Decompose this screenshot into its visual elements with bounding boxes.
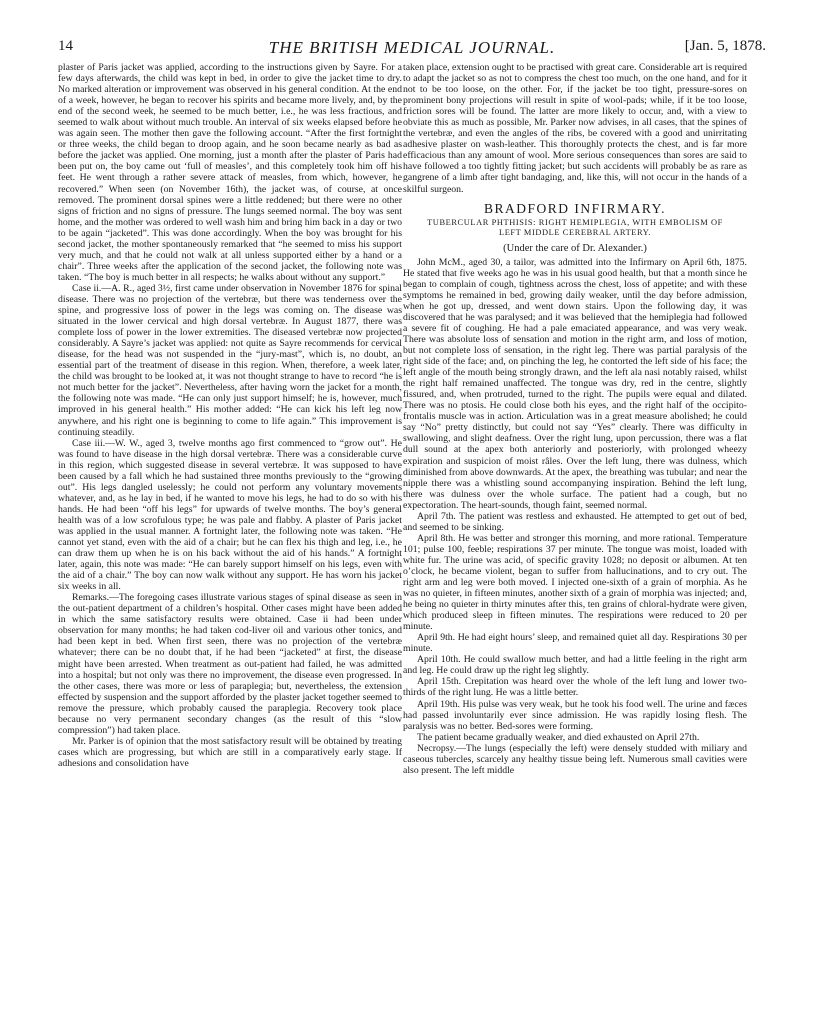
paragraph-jacket-care: taken place, extension ought to be practised with great care. Considerable art is required to adapt the jacket so as not to compress the chest too much, on the one hand, and for it not to be too loose, on the other. For, if the jacket be too tight, pressure-sores on prominent bony projections will result in spite of wool-pads; while, if it be too loose, friction sores will be found. The latter are more likely to occur, and, with a view to obviate this as much as possible, Mr. Parker now advises, in all cases, that the spines of the vertebræ, and even the angles of the ribs, be covered with a good and unirritating adhesive plaster on wash-leather. This thoroughly protects the chest, and is far more efficacious than any amount of wool. More serious consequences than sores are said to have followed a too tightly fitting jacket; but such accidents will probably be as rare as gangrene of a limb after tight bandaging, and, like this, will not occur in the hands of a skilful surgeon.	[403, 62, 747, 195]
issue-date: [Jan. 5, 1878.	[684, 38, 766, 54]
left-column	[58, 62, 402, 769]
paragraph-april-19: April 19th. His pulse was very weak, but he took his food well. The urine and fæces had passed involuntarily ever since admission. He was rapidly losing flesh. The paralysis was no better. Bed-sores were forming.	[403, 698, 747, 732]
section-title: BRADFORD INFIRMARY.	[483, 200, 667, 216]
paragraph-death: The patient became gradually weaker, and died exhausted on April 27th.	[417, 731, 700, 743]
paragraph-case-i-continued: plaster of Paris jacket was applied, according to the instructions given by Sayre. For a few days afterwards, the child was kept in bed, in order to give the jacket time to dry. No marked alteration or improvement was observed in his general condition. At the end of a week, however, he began to recover his spirits and became more lively, and, by the end of the second week, he seemed to be much better, i.e., he was less fractious, and seemed to walk about without much trouble. An interval of six weeks elapsed before he was again seen. The mother then gave the following account. “After the first fortnight or three weeks, the child began to droop again, and he soon became nearly as bad as before the jacket was applied. One morning, just a month after the plaster of Paris had been put on, the boy came out ‘full of measles’, and this completely took him off his feet. He went through a rather severe attack of measles, from which, however, he recovered.” When seen (on November 16th), the jacket was, of course, at once removed. The prominent dorsal spines were a little reddened; but there were no other signs of friction and no signs of pressure. The lungs seemed normal. The boy was sent home, and the mother was ordered to well wash him and bring him back in a day or two to be again “jacketed”. This was done accordingly. When the boy was brought for his second jacket, the mother spontaneously remarked that “he seemed to miss his support very much, and that he could not walk at all unless supported either by a hand or a chair”. Three weeks after the application of the second jacket, the following note was taken. “The boy is much better in all respects; he walks about without any support.”	[58, 62, 402, 283]
paragraph-remarks: Remarks.—The foregoing cases illustrate various stages of spinal disease as seen in the out-patient department of a children’s hospital. Other cases might have been added in which the same satisfactory results were obtained. Case ii had been under observation for many months; he had taken cod-liver oil and various other tonics, and had been kept in bed. When first seen, there was no projection of the vertebræ whatever; there can be no doubt that, if he had been “jacketed” at first, the disease might have been arrested. When treatment as out-patient had failed, he was admitted into a hospital; but not only was there no improvement, the disease even progressed. In the other cases, there was more or less of paraplegia; but, nevertheless, the extension effected by suspension and the support afforded by the plaster jacket together seemed to remove the pressure, which probably caused the paraplegia. Recovery took place because no very permanent secondary changes (as the result of this “slow compression”) had taken place.	[58, 592, 402, 736]
right-column	[403, 62, 747, 776]
paragraph-april-10: April 10th. He could swallow much better, and had a little feeling in the right arm and leg. He could draw up the right leg slightly.	[403, 654, 747, 677]
paragraph-parker-opinion: Mr. Parker is of opinion that the most satisfactory result will be obtained by treating cases which are progressing, but which are still in a comparatively early stage. If adhesions and consolidation have	[58, 735, 402, 769]
section-attribution: (Under the care of Dr. Alexander.)	[503, 242, 647, 254]
page-number: 14	[58, 38, 73, 54]
paragraph-necropsy: Necropsy.—The lungs (especially the left) were densely studded with miliary and caseous tubercles, scarcely any healthy tissue being left. Numerous small cavities were also present. The left middle	[403, 742, 747, 776]
paragraph-april-15: April 15th. Crepitation was heard over the whole of the left lung and lower two-thirds of the right lung. He was a little better.	[403, 676, 747, 699]
section-subtitle: TUBERCULAR PHTHISIS: RIGHT HEMIPLEGIA, WITH EMBOLISM OF LEFT MIDDLE CEREBRAL ARTERY.	[427, 217, 723, 238]
paragraph-case-ii: Case ii.—A. R., aged 3½, first came under observation in November 1876 for spinal disease. There was no projection of the vertebræ, but there was tenderness over the spine, and progressive loss of power in the legs was coming on. The disease was situated in the lower cervical and high dorsal vertebræ. In August 1877, there was complete loss of power in the lower extremities. The diseased vertebræ now projected considerably. A Sayre’s jacket was applied: not quite as Sayre recommends for cervical disease, for the head was not suspended in the “jury-mast”, which is, no doubt, an essential part of the treatment of disease in this region. When, therefore, a week later, the child was brought to be looked at, it was not thought strange to have to record “he is not much better for the jacket”. Nevertheless, after having worn the jacket for a month, the following note was made. “He can only just support himself; he is, however, much improved in his general health.” His mother added: “He can kick his left leg now anywhere, and his right one is beginning to come to life again.” This improvement is continuing steadily.	[58, 282, 402, 438]
paragraph-april-9: April 9th. He had eight hours’ sleep, and remained quiet all day. Respirations 30 per minute.	[403, 632, 747, 655]
journal-title: THE BRITISH MEDICAL JOURNAL.	[268, 38, 556, 57]
paragraph-april-8: April 8th. He was better and stronger this morning, and more rational. Temperature 101; pulse 100, feeble; respirations 37 per minute. The tongue was moist, loaded with white fur. The urine was acid, of specific gravity 1028; no deposit or albumen. At ten o’clock, he became violent, began to suffer from hallucinations, and to cry out. The right arm and leg were both moved. I injected one-sixth of a grain of morphia. As he was no quieter, in fifteen minutes, another sixth of a grain of morphia was injected; and, he being no quieter in thirty minutes after this, ten grains of chloral-hydrate were given, which produced sleep in fifteen minutes. The respirations were reduced to 20 per minute.	[403, 532, 747, 633]
paragraph-case-history: John McM., aged 30, a tailor, was admitted into the Infirmary on April 6th, 1875. He stated that five weeks ago he was in his usual good health, but that a month since he began to complain of cough, tightness across the chest, loss of appetite; and with these symptoms he remained in bed, growing daily weaker, until the day before admission, when he got up, dressed, and went down stairs. Upon the following day, it was discovered that he was paralysed; and it was believed that the hemiplegia had followed a severe fit of coughing. He had a pale emaciated appearance, and was very weak. There was absolute loss of sensation and motion in the right arm, and loss of motion, but not complete loss of sensation, in the right leg. There was partial paralysis of the right side of the face; and, on pinching the leg, he contorted the left side of his face; the left angle of the mouth being strongly drawn, and the left ala nasi notably raised, whilst the right half remained unaffected. The tongue was dry, red in the centre, slightly fissured, and, when protruded, turned to the right. The pupils were equal and dilated. There was no ptosis. He could close both his eyes, and the right half of the occipito-frontalis muscle was in action. Articulation was in a great measure abolished; he could say “No” pretty distinctly, but could not say “Yes” clearly. There was difficulty in swallowing, and slight deafness. Over the right lung, upon percussion, there was a flat dull sound at the apex both anteriorly and posteriorly, with prolonged wheezy expiration and suspicion of moist râles. Over the left lung, there was dulness, which diminished from above downwards. At the apex, the breathing was tubular; and near the nipple there was a whistling sound accompanying inspiration. Behind the left lung, there was dulness over the whole surface. The patient had a cough, but no expectoration. The heart-sounds, though faint, seemed normal.	[403, 256, 747, 511]
page-header	[58, 38, 766, 62]
paragraph-case-iii: Case iii.—W. W., aged 3, twelve months ago first commenced to “grow out”. He was found to have disease in the high dorsal vertebræ. There was a considerable curve in this region, which suggested disease in several vertebræ. It was supposed to have been caused by a fall which he had sustained three months previously to the “growing out”. His legs dangled uselessly; he could not perform any voluntary movements whatever, and, as he lay in bed, if he wanted to move his legs, he had to do so with his hands. He had been “off his legs” for upwards of twelve months. The boy’s general health was of a low scrofulous type; he was pale and flabby. A plaster of Paris jacket was applied in the usual manner. A fortnight later, the following note was taken. “He cannot yet stand, even with the aid of a chair; but he can flex his thigh and leg, i.e., he can draw them up when he is on his back without the aid of his hands.” A fortnight later, again, this note was made: “He can barely support himself on his legs, even with the aid of a chair.” The boy can now walk without any support. He has worn his jacket six weeks in all.	[58, 437, 402, 593]
paragraph-april-7: April 7th. The patient was restless and exhausted. He attempted to get out of bed, and seemed to be sinking.	[403, 510, 747, 533]
